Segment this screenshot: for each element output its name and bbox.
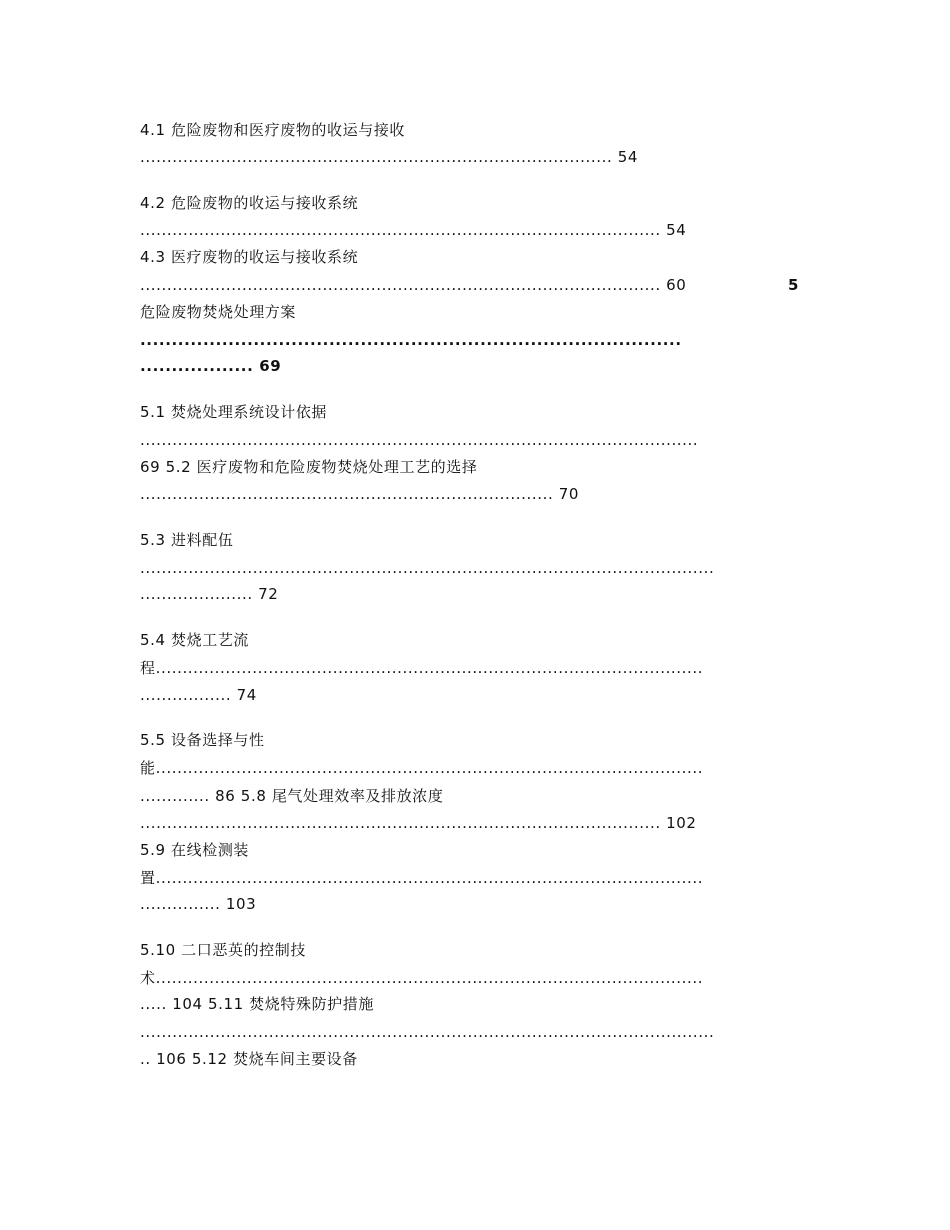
toc-entry-5-4-leader: 程...................................................................................................... [140,659,704,677]
toc-entry-5-3-title: 5.3 进料配伍 [140,531,234,549]
toc-entry-4-2-leader: ................................................................................................. 54 [140,221,687,239]
toc-entry-5-2-leader: ............................................................................. 70 [140,485,579,503]
toc-entry-4-3-leader: ................................................................................................. 60 [140,276,687,294]
toc-entry-5-5-leader: 能...................................................................................................... [140,759,704,777]
toc-entry-5-9-title: 5.9 在线检测装 [140,841,250,859]
toc-chapter-5-leader: ...................................................................................... [140,331,682,349]
toc-entry-4-3-title: 4.3 医疗废物的收运与接收系统 [140,248,359,266]
toc-entry-4-1-leader: ........................................................................................ 54 [140,148,639,166]
toc-entry-5-3-page: ..................... 72 [140,585,279,603]
toc-chapter-5-page: .................. 69 [140,357,282,375]
toc-entry-5-11-leader: ........................................................................................................... [140,1023,715,1041]
toc-entry-5-8-title: ............. 86 5.8 尾气处理效率及排放浓度 [140,787,444,805]
toc-entry-5-10-title: 5.10 二口恶英的控制技 [140,941,306,959]
toc-entry-5-5-title: 5.5 设备选择与性 [140,731,265,749]
toc-chapter-5-number: 5 [788,276,800,294]
toc-entry-5-4-page: ................. 74 [140,686,257,704]
toc-entry-5-10-leader: 术...................................................................................................... [140,969,704,987]
toc-entry-5-12-title: .. 106 5.12 焚烧车间主要设备 [140,1050,358,1068]
toc-entry-5-3-leader: ........................................................................................................... [140,559,715,577]
toc-entry-5-9-leader: 置...................................................................................................... [140,869,704,887]
toc-entry-5-4-title: 5.4 焚烧工艺流 [140,631,250,649]
toc-entry-5-11-title: ..... 104 5.11 焚烧特殊防护措施 [140,995,374,1013]
toc-entry-5-8-leader: ................................................................................................. 102 [140,814,697,832]
toc-chapter-5-title: 危险废物焚烧处理方案 [140,303,297,321]
toc-entry-5-9-page: ............... 103 [140,895,257,913]
toc-entry-5-1-leader: ........................................................................................................ [140,431,699,449]
toc-entry-4-2-title: 4.2 危险废物的收运与接收系统 [140,194,359,212]
toc-entry-5-2-title: 69 5.2 医疗废物和危险废物焚烧处理工艺的选择 [140,458,478,476]
toc-entry-5-1-title: 5.1 焚烧处理系统设计依据 [140,403,328,421]
toc-entry-4-1-title: 4.1 危险废物和医疗废物的收运与接收 [140,121,406,139]
